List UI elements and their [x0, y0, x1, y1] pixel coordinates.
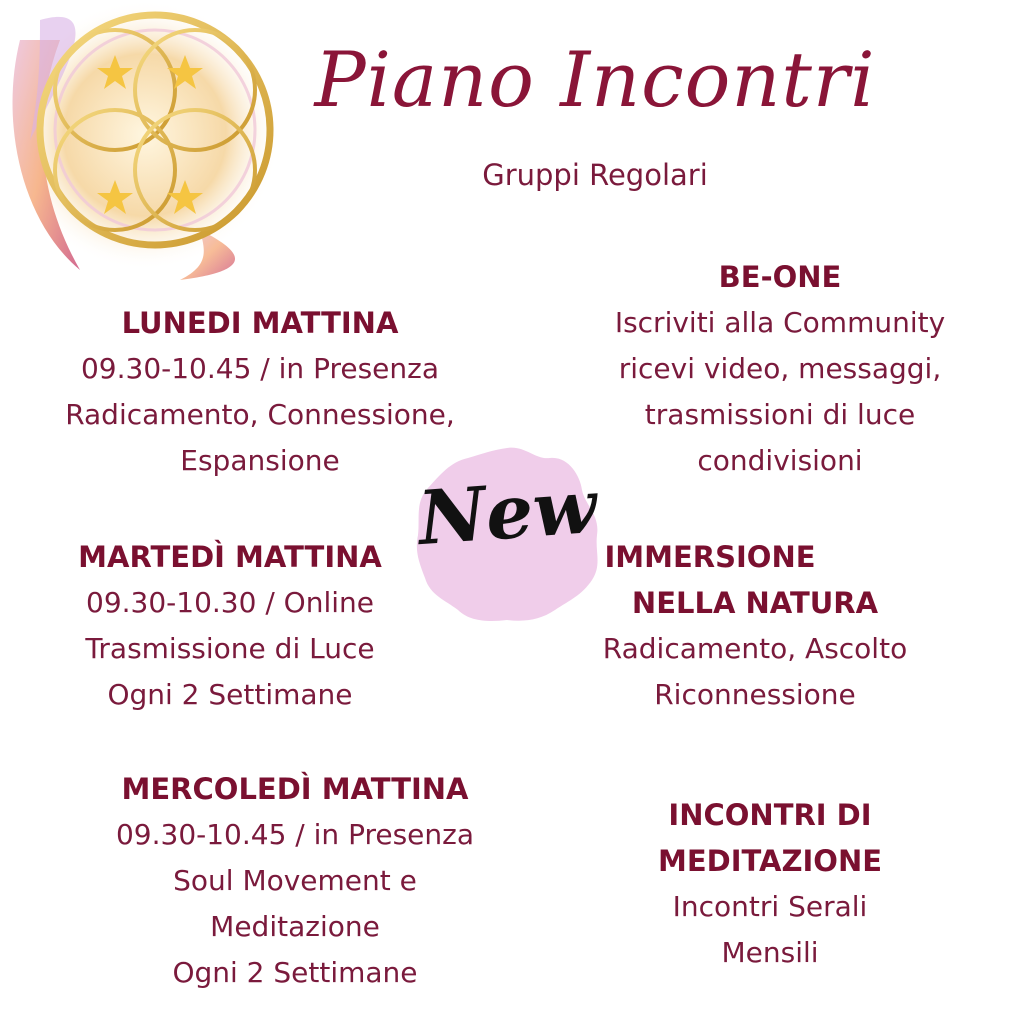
- schedule-line: Meditazione: [210, 910, 380, 943]
- schedule-line: Soul Movement e: [173, 864, 417, 897]
- schedule-wednesday: [70, 766, 520, 996]
- schedule-heading: INCONTRI DI: [668, 798, 872, 832]
- new-badge-label: New: [415, 463, 600, 563]
- schedule-heading: NELLA NATURA: [631, 586, 879, 620]
- schedule-line: 09.30-10.45 / in Presenza: [115, 818, 474, 851]
- schedule-line: Mensili: [721, 936, 819, 969]
- schedule-line: Espansione: [180, 444, 340, 477]
- schedule-line: Ogni 2 Settimane: [107, 678, 353, 711]
- schedule-line: Ogni 2 Settimane: [172, 956, 418, 989]
- schedule-heading: IMMERSIONE: [604, 540, 816, 574]
- logo-emblem: [0, 0, 290, 290]
- schedule-line: 09.30-10.45 / in Presenza: [80, 352, 439, 385]
- schedule-heading: LUNEDI MATTINA: [121, 306, 399, 340]
- schedule-line: Radicamento, Ascolto: [602, 632, 908, 665]
- schedule-line: 09.30-10.30 / Online: [86, 586, 374, 619]
- schedule-line: ricevi video, messaggi,: [618, 352, 942, 385]
- schedule-line: Riconnessione: [654, 678, 856, 711]
- schedule-line: Iscriviti alla Community: [614, 306, 946, 339]
- schedule-heading: MEDITAZIONE: [657, 844, 883, 878]
- schedule-line: Incontri Serali: [672, 890, 868, 923]
- page-title: Piano Incontri: [314, 35, 876, 124]
- schedule-line: condivisioni: [697, 444, 863, 477]
- schedule-line: Radicamento, Connessione,: [65, 398, 455, 431]
- schedule-line: trasmissioni di luce: [644, 398, 916, 431]
- schedule-be-one: [560, 254, 1000, 484]
- schedule-heading: MERCOLEDÌ MATTINA: [121, 772, 469, 806]
- page-subtitle: Gruppi Regolari: [482, 158, 708, 192]
- schedule-heading: MARTEDÌ MATTINA: [78, 540, 382, 574]
- schedule-heading: BE-ONE: [718, 260, 842, 294]
- schedule-tuesday: [20, 534, 440, 718]
- schedule-nature: [555, 534, 955, 718]
- schedule-meditation: [590, 792, 950, 976]
- schedule-line: Trasmissione di Luce: [85, 632, 375, 665]
